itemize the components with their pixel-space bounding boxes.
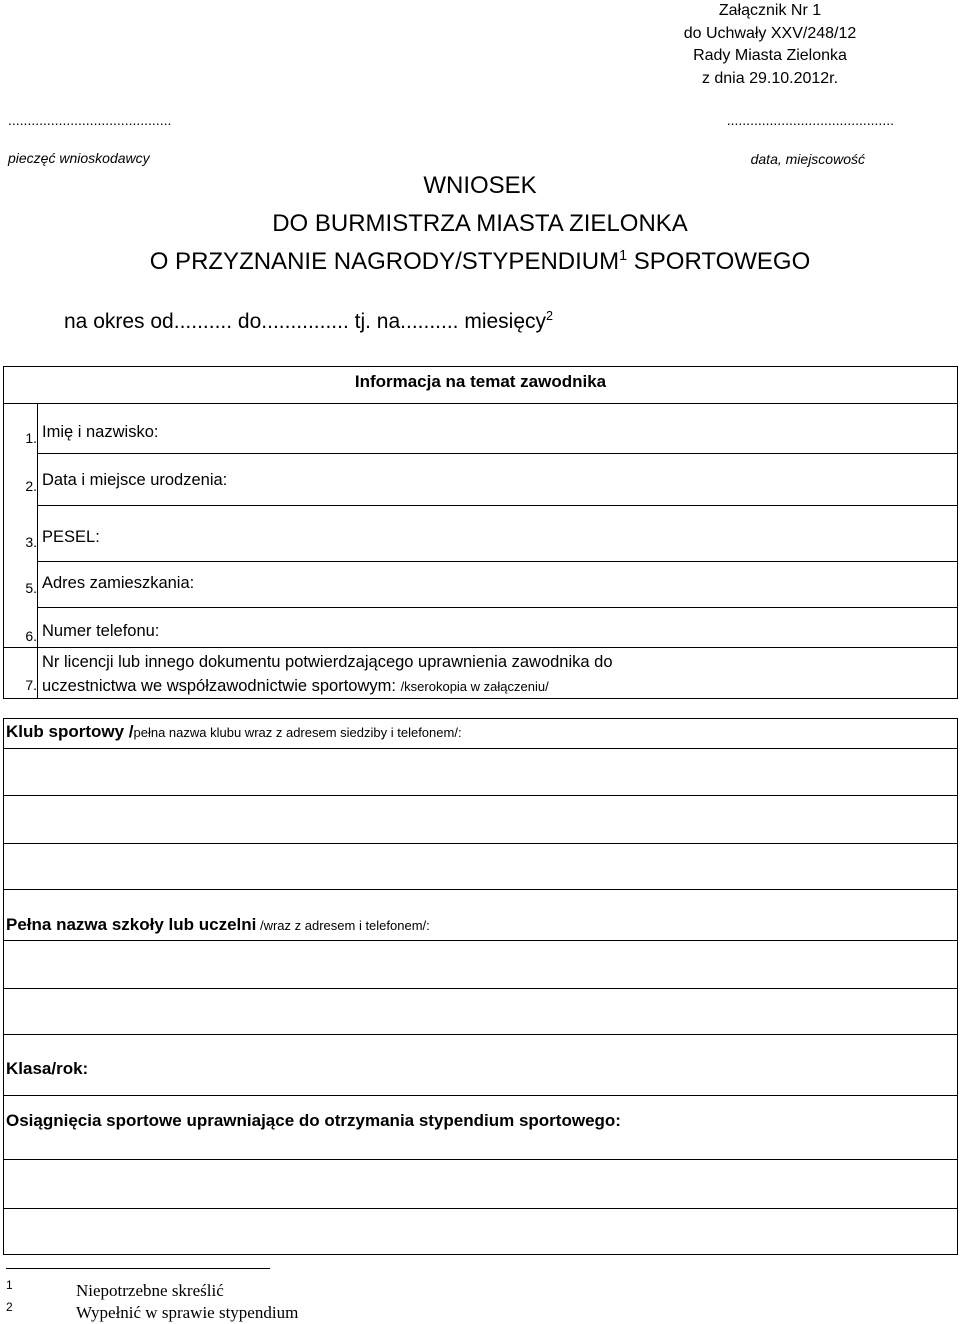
header-line-4: z dnia 29.10.2012r. [701,69,839,87]
class-box[interactable] [3,1034,958,1096]
school-input-line-1[interactable] [4,941,957,988]
achievements-box [3,1095,958,1255]
period-line[interactable]: na okres od.......... do............... tj. na.......... miesięcy$^2$ [64,309,554,333]
club-input-line-2[interactable] [4,796,957,843]
club-box [3,718,958,890]
divider [37,607,957,608]
school-box [3,889,958,1035]
row-number: 1. [25,430,37,446]
footnote-number: 2 [6,1300,13,1314]
club-input-line-1[interactable] [4,749,957,795]
divider [4,647,957,648]
phone-field[interactable]: Numer telefonu: [42,622,160,640]
divider [37,453,957,454]
header-line-1: Załącznik Nr 1 [718,2,822,19]
row-number: 5. [25,580,37,596]
school-label: Pełna nazwa szkoły lub uczelni /wraz z adresem i telefonem/: [6,915,430,934]
stamp-caption: pieczęć wnioskodawcy [8,150,150,166]
footnote-number: 1 [6,1278,13,1292]
club-label: Klub sportowy /pełna nazwa klubu wraz z adresem siedziby i telefonem/: [6,722,462,741]
class-label: Klasa/rok: [6,1059,89,1078]
row-number: 3. [25,534,37,550]
header-line-3: Rady Miasta Zielonka [693,47,847,64]
divider [4,403,957,404]
number-column-divider [37,403,38,699]
license-label-line-1: Nr licencji lub innego dokumentu potwierdzającego uprawnienia zawodnika do [42,653,613,671]
doc-subtitle-2: O PRZYZNANIE NAGRODY/STYPENDIUM$^1$ SPORTOWEGO [149,248,811,275]
achievements-input-line-1[interactable] [4,1160,957,1208]
address-field[interactable]: Adres zamieszkania: [42,574,195,592]
stamp-field[interactable]: .......................................... [8,112,172,128]
date-place-field[interactable]: ........................................... [726,112,894,128]
doc-title: WNIOSEK [423,172,537,199]
footnote-text: Niepotrzebne skreślić [76,1281,224,1300]
divider [37,561,957,562]
athlete-info-heading: Informacja na temat zawodnika [354,372,607,391]
birth-date-place-field[interactable]: Data i miejsce urodzenia: [42,471,228,489]
athlete-info-box [3,366,958,699]
attachment-header [650,0,890,90]
achievements-input-line-2[interactable] [4,1209,957,1255]
header-line-2: do Uchwały XXV/248/12 [683,24,857,42]
row-number: 6. [25,628,37,644]
pesel-field[interactable]: PESEL: [42,528,100,546]
row-number: 2. [25,478,37,494]
row-number: 7. [25,677,37,693]
achievements-label: Osiągnięcia sportowe uprawniające do otrzymania stypendium sportowego: [6,1111,621,1130]
school-input-line-2[interactable] [4,989,957,1035]
divider [37,505,957,506]
club-input-line-3[interactable] [4,844,957,890]
footnote-separator [6,1268,270,1269]
date-place-caption: data, miejscowość [750,151,865,167]
license-field[interactable] [42,650,613,699]
license-label-line-2: uczestnictwa we współzawodnictwie sportowym: /kserokopia w załączeniu/ [42,677,549,695]
name-field[interactable]: Imię i nazwisko: [42,423,159,441]
doc-subtitle-1: DO BURMISTRZA MIASTA ZIELONKA [272,210,688,237]
footnote-text: Wypełnić w sprawie stypendium [76,1303,299,1322]
